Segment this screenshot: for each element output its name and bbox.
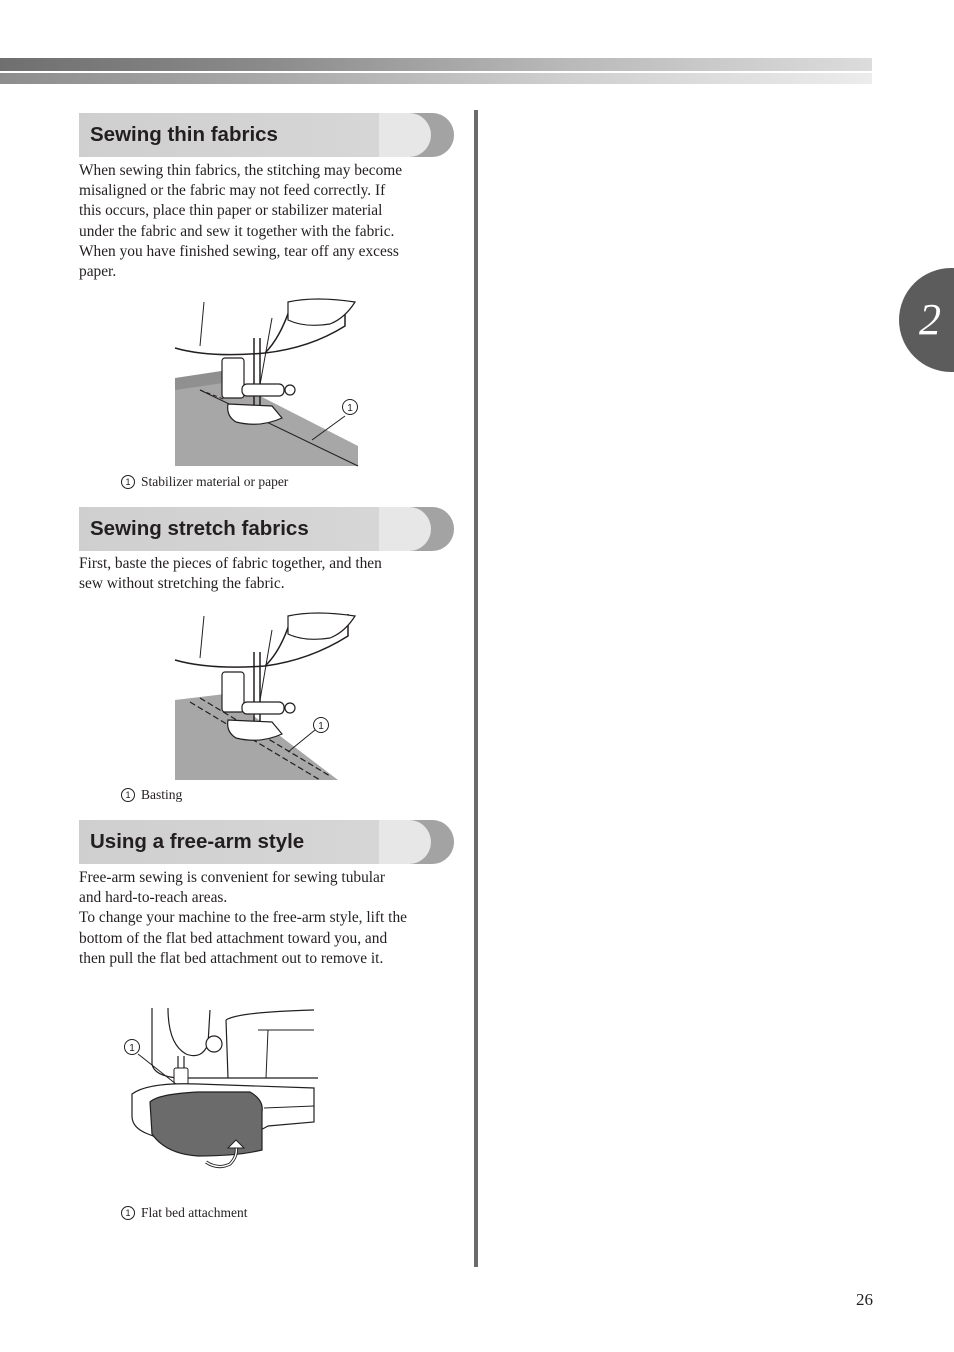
callout-marker: 1 xyxy=(121,1206,135,1220)
section-body-stretch-fabrics: First, baste the pieces of fabric together, and then sew without stretching the fabric. xyxy=(79,555,382,593)
section-heading-stretch-fabrics xyxy=(79,507,454,551)
callout-number: 1 xyxy=(347,403,353,414)
section-title: Sewing stretch fabrics xyxy=(90,517,309,540)
thin-fabric-illustration xyxy=(170,298,370,470)
callout-number: 1 xyxy=(129,1043,135,1054)
callout-number: 1 xyxy=(318,721,324,732)
chapter-number: 2 xyxy=(919,295,941,344)
stretch-fabric-illustration xyxy=(170,612,370,782)
section-title: Using a free-arm style xyxy=(90,830,305,853)
section-body-thin-fabrics: When sewing thin fabrics, the stitching may become misaligned or the fabric may not feed correctly. If this occurs, place thin paper or stabilizer material under the fabric and sew it together with the fabric. When you have finished sewing, tear off any excess paper. xyxy=(79,162,403,281)
figure-caption-stretch-fabrics: 1 Basting xyxy=(121,786,182,804)
section-heading-thin-fabrics xyxy=(79,113,454,157)
figure-caption-free-arm: 1 Flat bed attachment xyxy=(121,1204,247,1222)
header-rule-dark xyxy=(0,58,872,71)
page-number: 26 xyxy=(856,1290,873,1309)
section-title: Sewing thin fabrics xyxy=(90,123,278,146)
header-rule-light xyxy=(0,73,872,84)
free-arm-illustration xyxy=(118,1004,318,1176)
callout-marker: 1 xyxy=(121,475,135,489)
section-body-free-arm: Free-arm sewing is convenient for sewing tubular and hard-to-reach areas. To change your machine to the free-arm style, lift the bottom of the flat bed attachment toward you, and then pull the flat bed attachment out to remove it. xyxy=(79,869,407,967)
figure-caption-thin-fabrics: 1 Stabilizer material or paper xyxy=(121,473,288,491)
callout-marker: 1 xyxy=(121,788,135,802)
section-heading-free-arm xyxy=(79,820,454,864)
column-divider xyxy=(474,110,478,1267)
